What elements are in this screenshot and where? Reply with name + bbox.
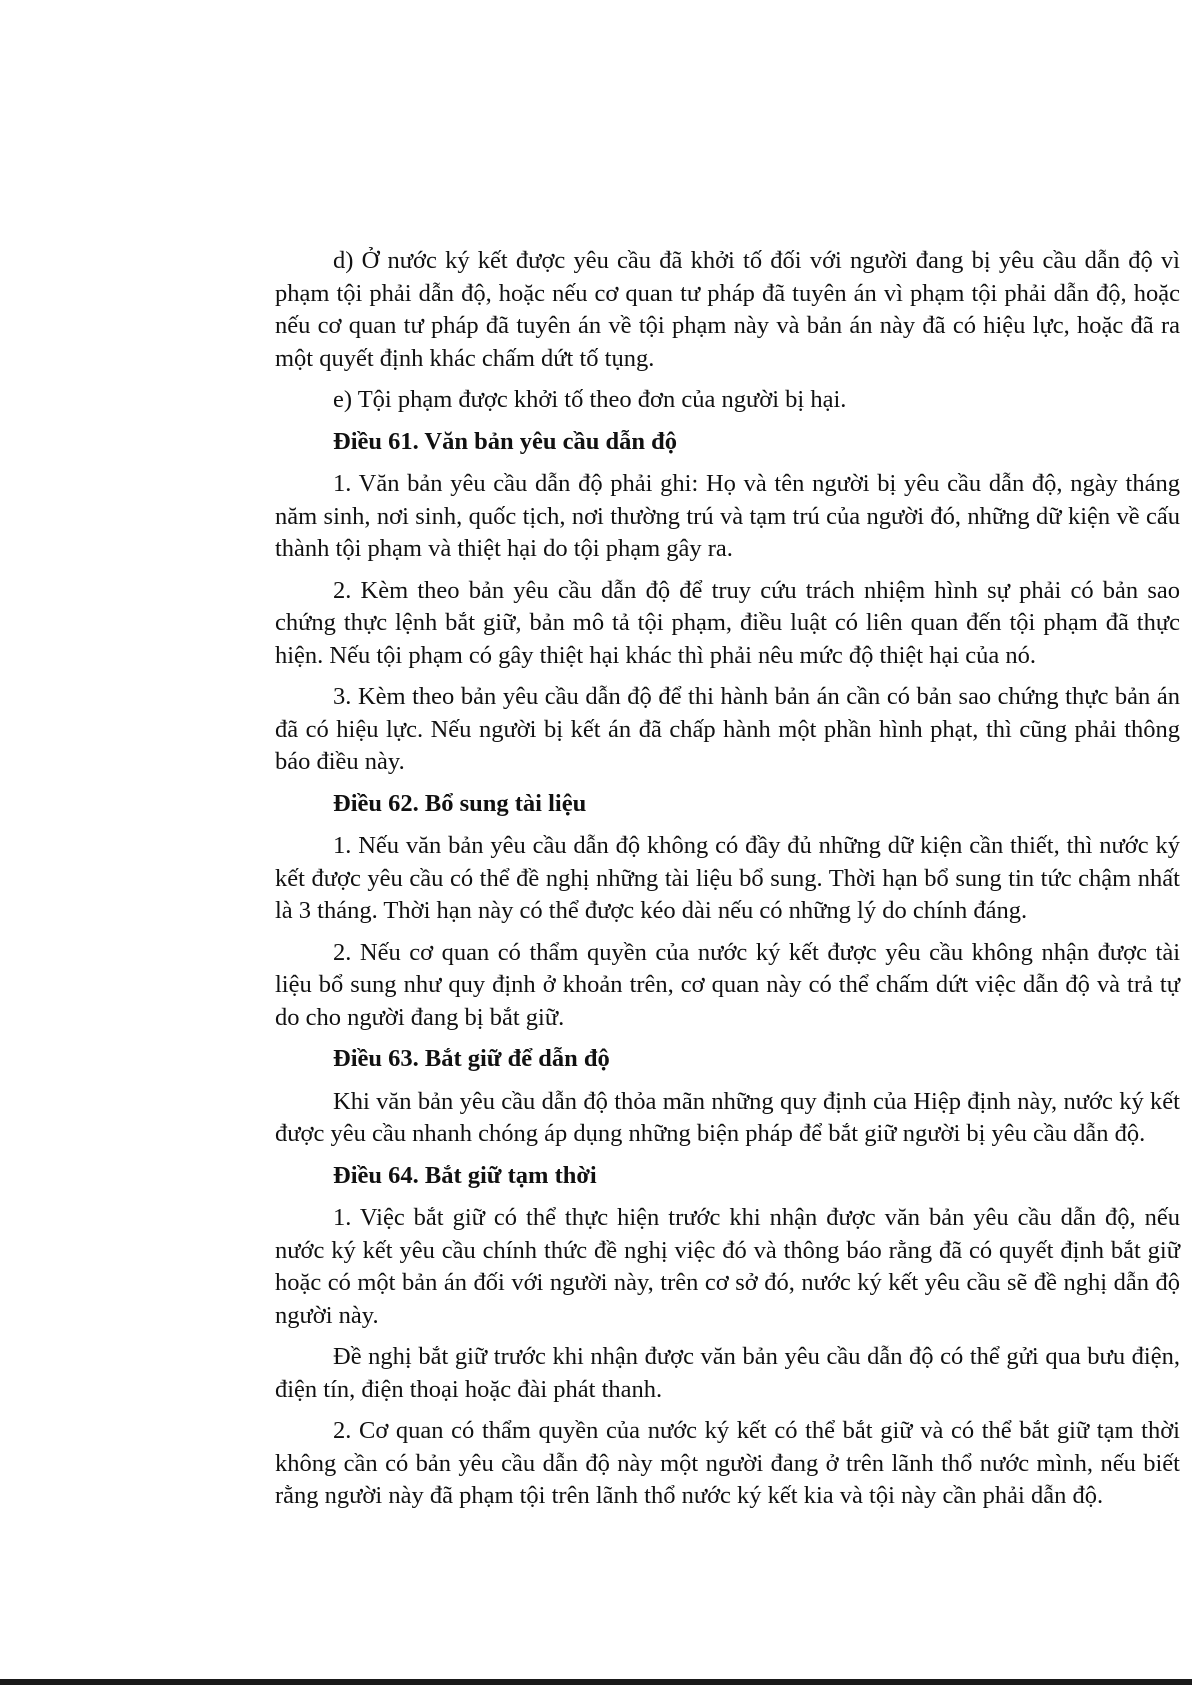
article-63-heading: Điều 63. Bắt giữ để dẫn độ xyxy=(333,1045,610,1072)
article-61-clause-1: 1. Văn bản yêu cầu dẫn độ phải ghi: Họ và tên người bị yêu cầu dẫn độ, ngày tháng năm sinh, nơi sinh, quốc tịch, nơi thường trú và tạm trú của người đó, những dữ kiện về cấu thành tội phạm và thiệt hại do tội phạm gây ra. xyxy=(275,470,1180,562)
article-61-clause-3: 3. Kèm theo bản yêu cầu dẫn độ để thi hành bản án cần có bản sao chứng thực bản án đã có hiệu lực. Nếu người bị kết án đã chấp hành một phần hình phạt, thì cũng phải thông báo điều này. xyxy=(275,683,1180,775)
article-63-body: Khi văn bản yêu cầu dẫn độ thỏa mãn những quy định của Hiệp định này, nước ký kết được yêu cầu nhanh chóng áp dụng những biện pháp để bắt giữ người bị yêu cầu dẫn độ. xyxy=(275,1087,1180,1147)
article-62-clause-2: 2. Nếu cơ quan có thẩm quyền của nước ký kết được yêu cầu không nhận được tài liệu bổ sung như quy định ở khoản trên, cơ quan này có thể chấm dứt việc dẫn độ và trả tự do cho người đang bị bắt giữ. xyxy=(275,938,1180,1031)
article-64-clause-1-note: Đề nghị bắt giữ trước khi nhận được văn bản yêu cầu dẫn độ có thể gửi qua bưu điện, điện tín, điện thoại hoặc đài phát thanh. xyxy=(275,1343,1180,1403)
article-62-clause-1: 1. Nếu văn bản yêu cầu dẫn độ không có đầy đủ những dữ kiện cần thiết, thì nước ký kết được yêu cầu có thể đề nghị những tài liệu bổ sung. Thời hạn bổ sung tin tức chậm nhất là 3 tháng. Thời hạn này có thể được kéo dài nếu có những lý do chính đáng. xyxy=(275,832,1180,924)
article-64-heading: Điều 64. Bắt giữ tạm thời xyxy=(333,1161,597,1189)
paragraph-e: e) Tội phạm được khởi tố theo đơn của người bị hại. xyxy=(333,386,847,413)
page-bottom-border xyxy=(0,1679,1192,1685)
paragraph-d: d) Ở nước ký kết được yêu cầu đã khởi tố đối với người đang bị yêu cầu dẫn độ vì phạm tội phải dẫn độ, hoặc nếu cơ quan tư pháp đã tuyên án vì phạm tội phải dẫn độ, hoặc nếu cơ quan tư pháp đã tuyên án về tội phạm này và bản án này đã có hiệu lực, hoặc đã ra một quyết định khác chấm dứt tố tụng. xyxy=(275,247,1180,372)
document-page xyxy=(275,245,1180,1522)
article-64-clause-1: 1. Việc bắt giữ có thể thực hiện trước khi nhận được văn bản yêu cầu dẫn độ, nếu nước ký kết yêu cầu chính thức đề nghị việc đó và thông báo rằng đã có quyết định bắt giữ hoặc có một bản án đối với người này, trên cơ sở đó, nước ký kết yêu cầu sẽ đề nghị dẫn độ người này. xyxy=(275,1204,1180,1329)
article-62-heading: Điều 62. Bổ sung tài liệu xyxy=(333,789,587,817)
article-64-clause-2: 2. Cơ quan có thẩm quyền của nước ký kết có thể bắt giữ và có thể bắt giữ tạm thời không cần có bản yêu cầu dẫn độ này một người đang ở trên lãnh thổ nước mình, nếu biết rằng người này đã phạm tội trên lãnh thổ nước ký kết kia và tội này cần phải dẫn độ. xyxy=(275,1417,1180,1509)
article-61-clause-2: 2. Kèm theo bản yêu cầu dẫn độ để truy cứu trách nhiệm hình sự phải có bản sao chứng thực lệnh bắt giữ, bản mô tả tội phạm, điều luật có liên quan đến tội phạm đã thực hiện. Nếu tội phạm có gây thiệt hại khác thì phải nêu mức độ thiệt hại của nó. xyxy=(275,576,1180,669)
article-61-heading: Điều 61. Văn bản yêu cầu dẫn độ xyxy=(333,427,678,455)
